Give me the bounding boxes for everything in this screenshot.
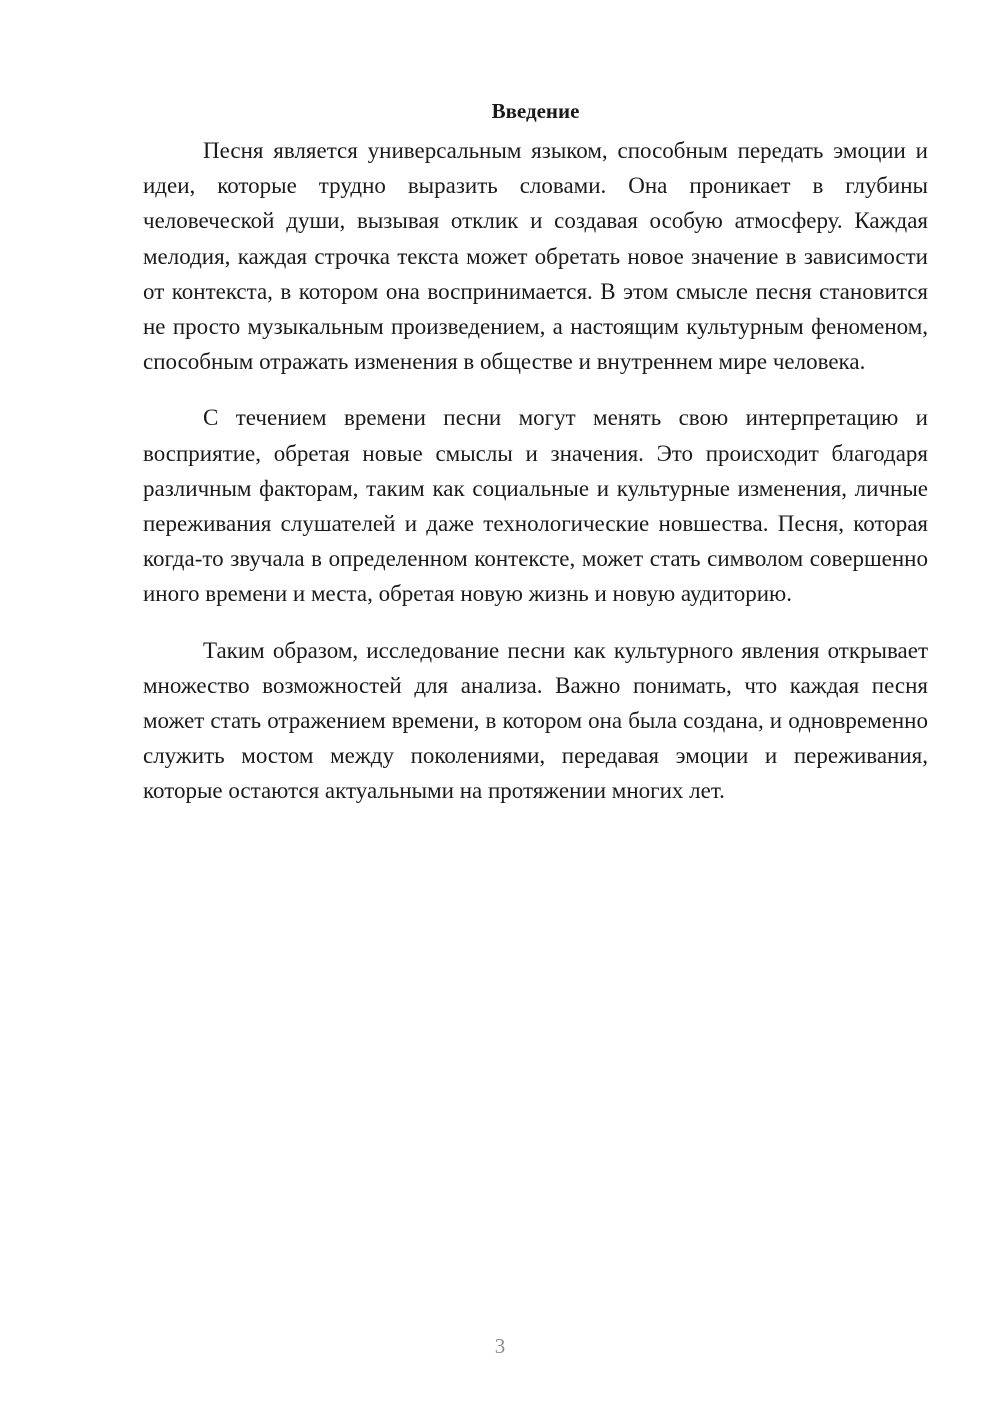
paragraph-1: Песня является универсальным языком, способным передать эмоции и идеи, которые трудно выразить словами. Она проникает в глубины человеческой души, вызывая отклик и создавая особую атмосферу. Каждая мелодия, каждая строчка текста может обретать новое значение в зависимости от контекста, в котором она воспринимается. В этом смысле песня становится не просто музыкальным произведением, а настоящим культурным феноменом, способным отражать изменения в обществе и внутреннем мире человека. <box>143 138 928 375</box>
page-number: 3 <box>494 1334 506 1358</box>
paragraph-2: С течением времени песни могут менять свою интерпретацию и восприятие, обретая новые смыслы и значения. Это происходит благодаря различным факторам, таким как социальные и культурные изменения, личные переживания слушателей и даже технологические новшества. Песня, которая когда-то звучала в определенном контексте, может стать символом совершенно иного времени и места, обретая новую жизнь и новую аудиторию. <box>143 405 928 607</box>
paragraph-3: Таким образом, исследование песни как культурного явления открывает множество возможностей для анализа. Важно понимать, что каждая песня может стать отражением времени, в котором она была создана, и одновременно служить мостом между поколениями, передавая эмоции и переживания, которые остаются актуальными на протяжении многих лет. <box>143 637 928 804</box>
page-content <box>143 95 928 830</box>
section-heading: Введение <box>491 99 580 123</box>
